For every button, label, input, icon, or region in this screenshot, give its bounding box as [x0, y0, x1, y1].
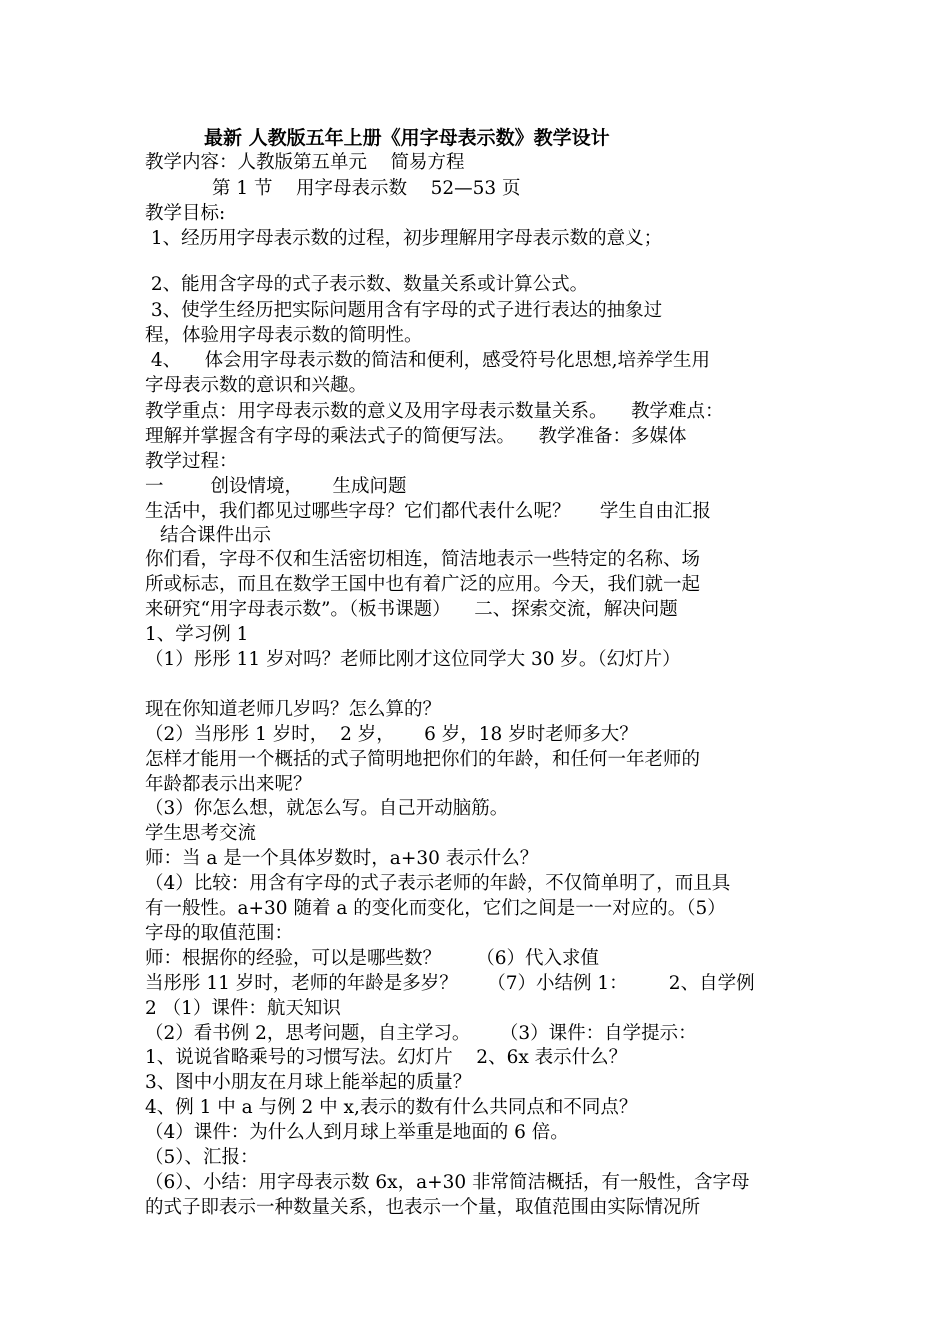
text-line: 教学重点：用字母表示数的意义及用字母表示数量关系。 教学难点：: [145, 401, 724, 422]
text-line: 理解并掌握含有字母的乘法式子的简便写法。 教学准备：多媒体: [145, 426, 687, 447]
text-line: （2）看书例 2，思考问题，自主学习。 （3）课件：自学提示：: [145, 1023, 697, 1044]
text-line: （5）、汇报：: [145, 1147, 259, 1168]
text-line: 程，体验用字母表示数的简明性。: [145, 325, 423, 346]
text-line: （1）彤彤 11 岁对吗？老师比刚才这位同学大 30 岁。（幻灯片）: [145, 649, 681, 670]
text-line: 4、例 1 中 a 与例 2 中 x,表示的数有什么共同点和不同点？: [145, 1097, 638, 1118]
document-title: 最新 人教版五年上册《用字母表示数》教学设计: [204, 127, 610, 149]
text-line: 教学目标:: [145, 203, 226, 224]
text-line: 学生思考交流: [145, 823, 257, 844]
text-line: 2、能用含字母的式子表示数、数量关系或计算公式。: [145, 274, 589, 295]
text-line: 的式子即表示一种数量关系，也表示一个量，取值范围由实际情况所: [145, 1197, 701, 1218]
text-line: 师：根据你的经验，可以是哪些数？ （6）代入求值: [145, 948, 600, 969]
text-line: 3、图中小朋友在月球上能举起的质量？: [145, 1072, 472, 1093]
text-line: 3、使学生经历把实际问题用含有字母的式子进行表达的抽象过: [145, 300, 663, 321]
text-line: 教学内容：人教版第五单元 简易方程: [145, 152, 465, 173]
text-line: 4、 体会用字母表示数的简洁和便利，感受符号化思想,培养学生用: [145, 350, 711, 371]
text-line: 所或标志，而且在数学王国中也有着广泛的应用。今天，我们就一起: [145, 574, 701, 595]
text-line: 1、学习例 1: [145, 624, 249, 645]
text-line: 年龄都表示出来呢？: [145, 774, 312, 795]
text-line: 一 创设情境， 生成问题: [145, 476, 407, 497]
text-line: 生活中，我们都见过哪些字母？它们都代表什么呢？ 学生自由汇报: [145, 501, 711, 522]
text-line: （4）比较：用含有字母的式子表示老师的年龄，不仅简单明了，而且具: [145, 873, 731, 894]
text-line: 第 1 节 用字母表示数 52—53 页: [212, 178, 521, 199]
text-line: 字母表示数的意识和兴趣。: [145, 375, 368, 396]
text-line: （6）、小结：用字母表示数 6x，a+30 非常简洁概括，有一般性，含字母: [145, 1172, 750, 1193]
text-line: 结合课件出示: [160, 525, 272, 546]
text-line: 师：当 a 是一个具体岁数时，a+30 表示什么？: [145, 848, 539, 869]
text-line: 2 （1）课件：航天知识: [145, 998, 341, 1019]
text-line: 你们看，字母不仅和生活密切相连，简洁地表示一些特定的名称、场: [145, 549, 701, 570]
text-line: 1、经历用字母表示数的过程，初步理解用字母表示数的意义；: [145, 228, 663, 249]
text-line: 怎样才能用一个概括的式子简明地把你们的年龄，和任何一年老师的: [145, 749, 701, 770]
text-line: 当彤彤 11 岁时，老师的年龄是多岁？ （7）小结例 1： 2、自学例: [145, 973, 755, 994]
text-line: 教学过程：: [145, 451, 238, 472]
text-line: 有一般性。a+30 随着 a 的变化而变化，它们之间是一一对应的。（5）: [145, 898, 726, 919]
text-line: 1、说说省略乘号的习惯写法。幻灯片 2、6x 表示什么？: [145, 1047, 628, 1068]
text-line: 来研究“用字母表示数”。（板书课题） 二、探索交流，解决问题: [145, 599, 678, 620]
text-line: （2）当彤彤 1 岁时， 2 岁， 6 岁，18 岁时老师多大？: [145, 724, 638, 745]
text-line: （3）你怎么想，就怎么写。自己开动脑筋。: [145, 798, 509, 819]
text-line: 现在你知道老师几岁吗？怎么算的？: [145, 699, 442, 720]
text-line: （4）课件：为什么人到月球上举重是地面的 6 倍。: [145, 1122, 569, 1143]
text-line: 字母的取值范围：: [145, 923, 294, 944]
